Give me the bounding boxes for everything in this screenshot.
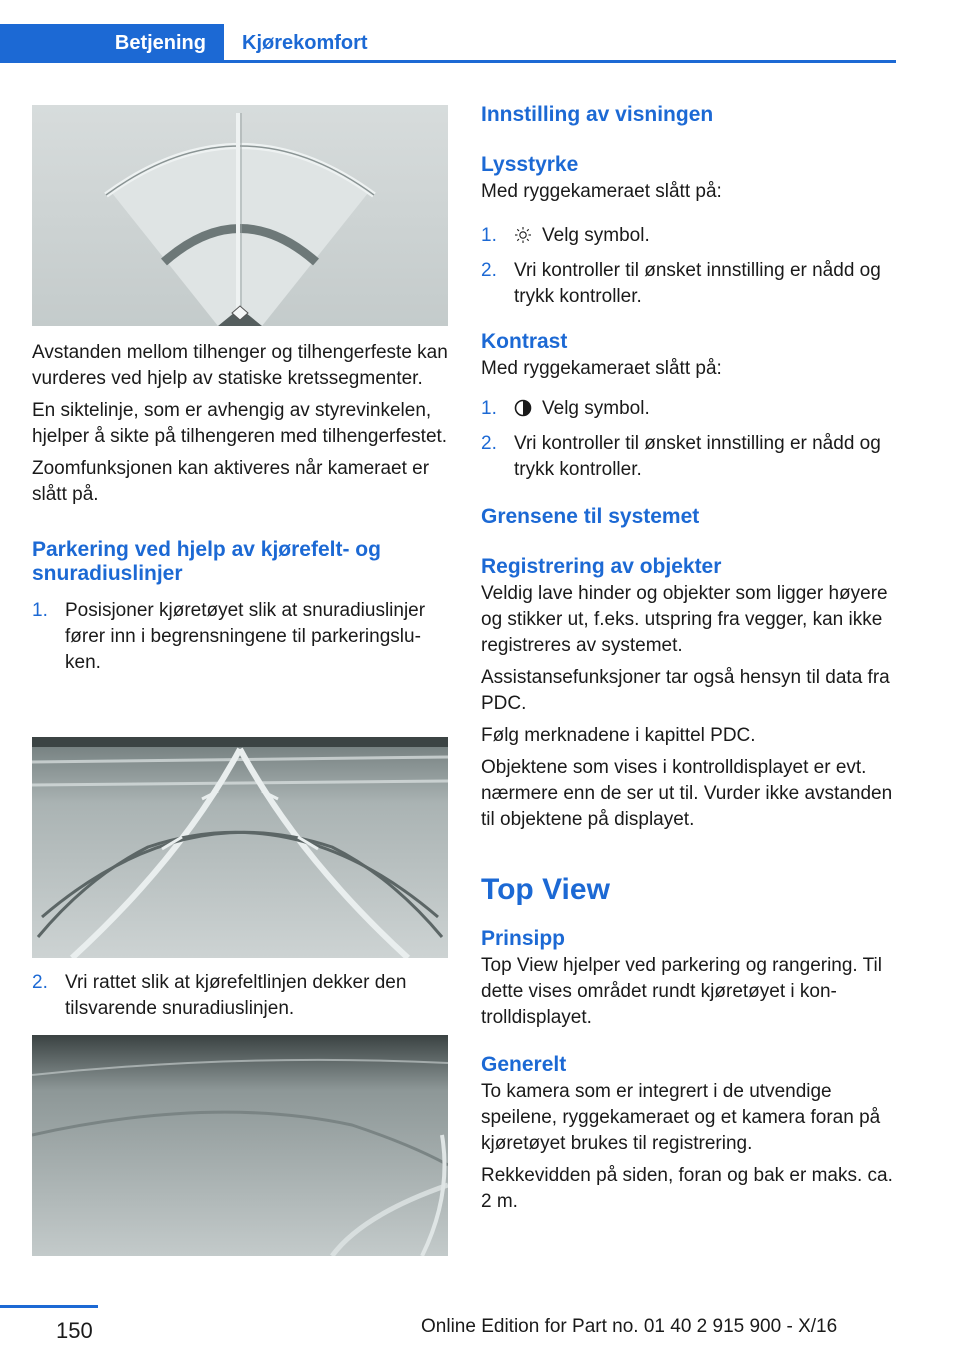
page-header: [0, 0, 960, 62]
step-text: Posisjoner kjøretøyet slik at snuradiuslinjer fører inn i begrensningene til parkeringsluken.: [65, 600, 426, 673]
left-column: [32, 340, 448, 676]
paragraph: Med ryggekameraet slått på:: [481, 181, 722, 202]
left-column-step2: [32, 970, 448, 1022]
list-item: [481, 431, 901, 483]
step-number: 1.: [481, 225, 497, 246]
paragraph: Følg merknadene i kapittel PDC.: [481, 725, 756, 746]
list-item: [32, 970, 448, 1022]
step-number: 2.: [481, 260, 497, 281]
section-heading: Grensene til systemet: [481, 505, 700, 528]
step-text: Velg symbol.: [542, 225, 650, 246]
step-list: [32, 598, 448, 676]
step-number: 1.: [481, 398, 497, 419]
list-item: [481, 223, 901, 252]
chapter-heading: Top View: [481, 873, 610, 906]
paragraph: Objektene som vises i kontrolldisplayet er evt. nærmere enn de ser ut til. Vurder ikke avstanden til objektene på displayet.: [481, 757, 893, 830]
footer-divider: [0, 1305, 98, 1308]
paragraph: Assistansefunksjoner tar også hensyn til data fra PDC.: [481, 667, 890, 714]
header-divider: [0, 60, 896, 63]
subsection-heading: Registrering av objekter: [481, 555, 722, 578]
step-list: [481, 223, 901, 310]
step-text: Velg symbol.: [542, 398, 650, 419]
section-heading: Prinsipp: [481, 927, 566, 950]
subsection-heading: Kontrast: [481, 330, 568, 353]
list-item: [32, 598, 448, 676]
step-list: [481, 396, 901, 483]
step-list: [32, 970, 448, 1022]
paragraph: Avstanden mellom tilhenger og tilhengerfeste kan vurderes ved hjelp av statiske kretssegmenter.: [32, 342, 448, 389]
tab-kjorekomfort: Kjørekomfort: [242, 31, 368, 54]
section-heading: Innstilling av visningen: [481, 103, 714, 126]
page-number: 150: [56, 1318, 93, 1343]
paragraph: To kamera som er integrert i de utvendige speilene, ryggekameraet og et kamera foran på kjøretøyet brukes til registrering.: [481, 1081, 881, 1154]
step-text: Vri rattet slik at kjørefeltlinjen dekker den tilsvarende snuradiuslinjen.: [65, 972, 407, 1019]
step-number: 1.: [32, 600, 48, 621]
edition-note: Online Edition for Part no. 01 40 2 915 900 - X/16: [421, 1316, 838, 1337]
step-number: 2.: [32, 972, 48, 993]
step-text: Vri kontroller til ønsket innstilling er nådd og trykk kontroller.: [514, 260, 881, 307]
step-text: Vri kontroller til ønsket innstilling er nådd og trykk kontroller.: [514, 433, 881, 480]
parking-lines-camera-image: [32, 737, 448, 958]
step-number: 2.: [481, 433, 497, 454]
trailer-hitch-camera-image: [32, 105, 448, 326]
tab-betjening: Betjening: [0, 24, 224, 62]
section-heading: Generelt: [481, 1053, 567, 1076]
contrast-icon: [514, 399, 534, 425]
list-item: [481, 396, 901, 425]
paragraph: Top View hjelper ved parkering og rangering. Til dette vises området rundt kjøretøyet i kontrolldisplayet.: [481, 955, 882, 1028]
paragraph: Rekkevidden på siden, foran og bak er maks. ca. 2 m.: [481, 1165, 893, 1212]
subsection-heading: Lysstyrke: [481, 153, 579, 176]
lane-line-camera-image: [32, 1035, 448, 1256]
paragraph: Zoomfunksjonen kan aktiveres når kameraet er slått på.: [32, 458, 430, 505]
section-heading: Parkering ved hjelp av kjørefelt- og snuradiuslinjer: [32, 538, 381, 585]
right-column: [481, 103, 901, 1215]
sun-icon: [514, 226, 534, 252]
paragraph: Med ryggekameraet slått på:: [481, 358, 722, 379]
paragraph: Veldig lave hinder og objekter som ligger høyere og stikker ut, f.eks. utspring fra vegger, kan ikke registreres av systemet.: [481, 583, 888, 656]
paragraph: En siktelinje, som er avhengig av styrevinkelen, hjelper å sikte på tilhengeren med tilhengerfestet.: [32, 400, 448, 447]
list-item: [481, 258, 901, 310]
